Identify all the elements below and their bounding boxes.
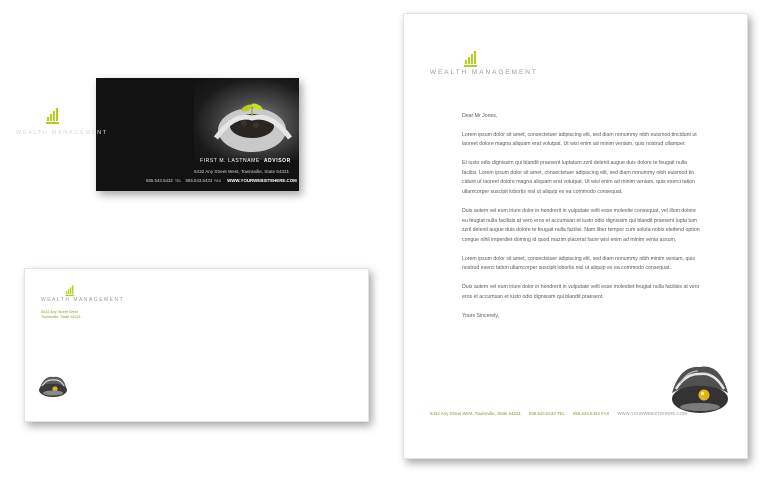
- card-person-name: FIRST M. LASTNAME: [200, 158, 260, 164]
- letter-closing: Yours Sincerely,: [462, 312, 499, 319]
- card-website: WWW.YOURWEBSITEHERE.COM: [227, 178, 297, 183]
- card-phone-label: TEL: [174, 179, 182, 183]
- footer-address: 5432 Any Street West, Townsville, State 54321: [430, 411, 521, 416]
- letterhead-footer: [430, 411, 687, 416]
- envelope-brand-name: WEALTH MANAGEMENT: [41, 297, 125, 303]
- envelope-address-line2: Townsville, State 54321: [41, 315, 81, 319]
- hands-holding-seedling-icon: [194, 78, 299, 160]
- card-brand-name: WEALTH MANAGEMENT: [16, 130, 108, 136]
- card-person-title: ADVISOR: [263, 158, 291, 164]
- letterhead-brand-name: WEALTH MANAGEMENT: [430, 69, 538, 76]
- letter-paragraph: Duis autem vel eum iriure dolor in hendrerit in vulputate velit esse molestiet feugiat nulla facilisis at vero eros et accumsan et iusto odio dignissim qui blandit praesent.: [462, 284, 700, 300]
- card-fax-label: FAX: [214, 179, 222, 183]
- oyster-pearl-icon: [37, 373, 69, 404]
- letter-salutation: Dear Mr Jones,: [462, 113, 498, 119]
- letter-paragraph: Duis autem vel eum iriure dolor in hendrerit in vulputate velit esse molestie consequat, vel illum dolore eu feugiat nulla facilisis at vero eros et accumsan et iusto odio dignissim qui blandit praesent lupta tum zzril delenit augue duis dolore te feugait nulla facilisi. Nam liber tempor cum soluta nobis eleifend option congue nihil imperdiet doming id quod mazim placerat facer wisi enim ad minim venia assum.: [462, 207, 700, 243]
- envelope-address-line1: 5432 Any Street West: [41, 310, 78, 314]
- footer-fax-label: FAX: [601, 411, 610, 416]
- letter-body: [462, 112, 702, 331]
- card-phone: 555.543.5432: [146, 178, 173, 183]
- envelope-return-address: [41, 310, 81, 320]
- footer-website: WWW.YOURWEBSITEHERE.COM: [617, 411, 687, 416]
- card-fax: 555.543.5433: [185, 178, 213, 183]
- card-address: 5432 Any Street West, Townsville, State 54321: [194, 169, 290, 174]
- card-person: [200, 158, 291, 164]
- letter-paragraph: Et iusto odio dignissim qui blandit praesent luptatum zzril delenit augue duis dolore te feugait nulla facilisi. Lorem ipsum dolor sit amet, consectetuer adipiscing elit, sed diam nonummy nibh euismod tin cidunt ut laoreet dolore magna aliquam erat volutpat. Ut wisi enim ad minim veniam, quis exerci tation ullamcorper suscipit lobortis nisl ut aliquip ex ea commodo consequat.: [462, 160, 695, 195]
- card-contact-line: [146, 178, 297, 183]
- logo-bar-chart-icon: [46, 106, 60, 129]
- footer-fax: 555.543.5433: [572, 411, 600, 416]
- footer-phone: 555.543.5432: [528, 411, 556, 416]
- business-card: [96, 78, 299, 191]
- letter-paragraph: Lorem ipsum dolor sit amet, consectetuer adipiscing elit, sed diam nonummy nibh euismod tincidunt ut laoreet dolore magna aliquam erat volutpat. Ut wisi enim ad minim veniam, quis nostrud ullamper.: [462, 131, 697, 148]
- letterhead: [403, 13, 748, 459]
- footer-phone-label: TEL: [556, 411, 565, 416]
- envelope: [24, 268, 369, 422]
- letter-paragraph: Lorem ipsum dolor sit amet, consectetuer adipiscing elit, sed diam nonummy nibh minim veniam, quis nostrud exerci tation ullamcorper suscipit lobortis nisl ut aliquip ex ea commodo consequat.: [462, 255, 695, 272]
